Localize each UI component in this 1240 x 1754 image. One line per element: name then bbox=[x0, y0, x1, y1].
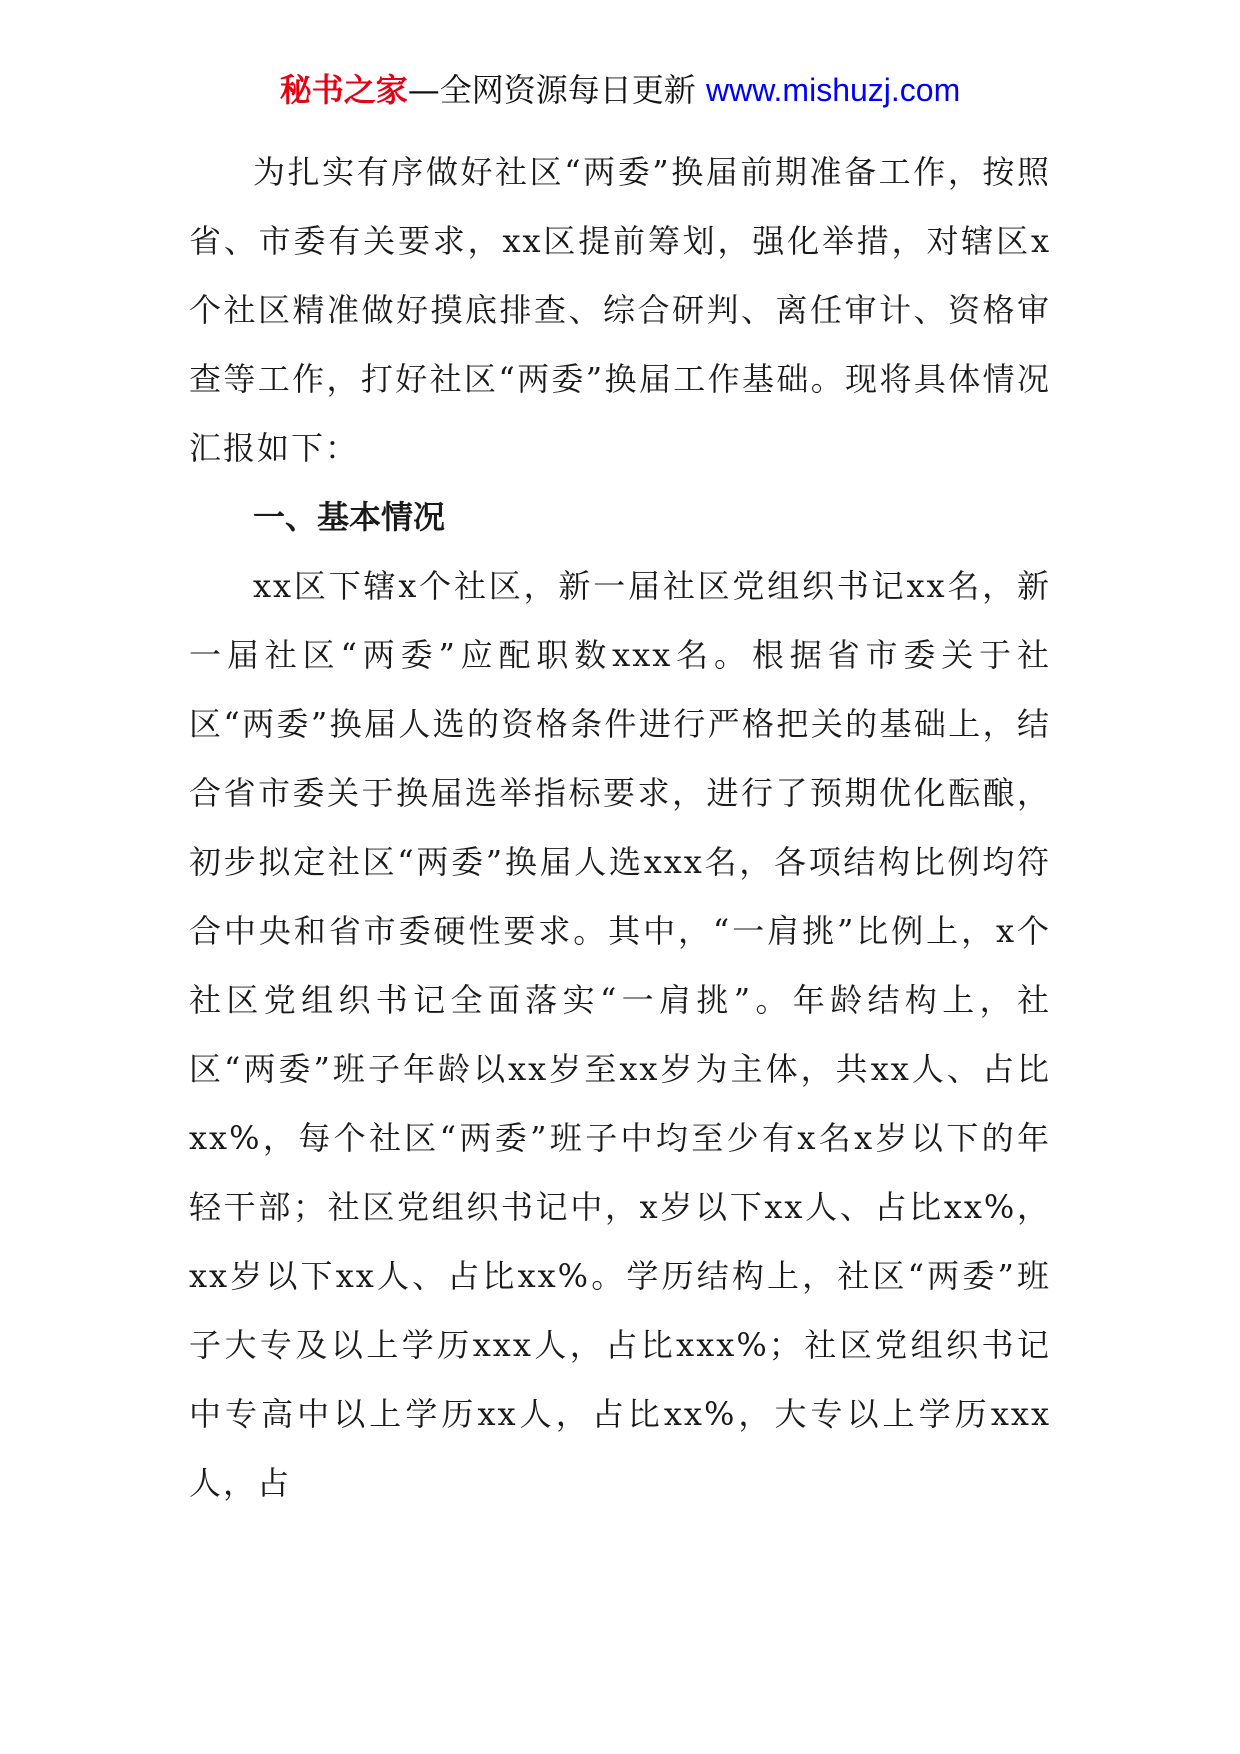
section-paragraph-basic-situation: xx区下辖x个社区，新一届社区党组织书记xx名，新一届社区“两委”应配职数xxx名。根据省市委关于社区“两委”换届人选的资格条件进行严格把关的基础上，结合省市委关于换届选举指标要求，进行了预期优化酝酿，初步拟定社区“两委”换届人选xxx名，各项结构比例均符合中央和省市委硬性要求。其中，“一肩挑”比例上，x个社区党组织书记全面落实“一肩挑”。年龄结构上，社区“两委”班子年龄以xx岁至xx岁为主体，共xx人、占比xx%，每个社区“两委”班子中均至少有x名x岁以下的年轻干部；社区党组织书记中，x岁以下xx人、占比xx%，xx岁以下xx人、占比xx%。学历结构上，社区“两委”班子大专及以上学历xxx人，占比xxx%；社区党组织书记中专高中以上学历xx人，占比xx%，大专以上学历xxx人，占 bbox=[189, 567, 1051, 1502]
section-heading-basic-situation: 一、基本情况 bbox=[253, 498, 446, 536]
document-body bbox=[189, 138, 1051, 1518]
site-url-link[interactable]: www.mishuzj.com bbox=[705, 72, 961, 108]
intro-paragraph: 为扎实有序做好社区“两委”换届前期准备工作，按照省、市委有关要求，xx区提前筹划，强化举措，对辖区x个社区精准做好摸底排查、综合研判、离任审计、资格审查等工作，打好社区“两委”换届工作基础。现将具体情况汇报如下： bbox=[189, 153, 1051, 467]
site-banner bbox=[0, 68, 1240, 112]
site-brand: 秘书之家 bbox=[279, 71, 408, 109]
site-tagline: —全网资源每日更新 bbox=[407, 71, 706, 109]
